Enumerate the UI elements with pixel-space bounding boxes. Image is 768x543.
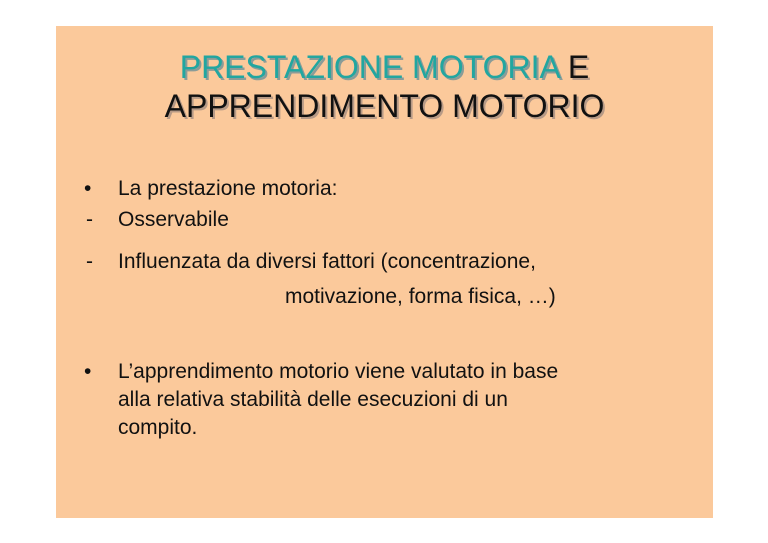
dash-marker: -	[86, 208, 93, 231]
title-highlight: PRESTAZIONE MOTORIA	[179, 49, 560, 85]
bullet-marker: •	[84, 360, 92, 383]
bullet-text-line-3: compito.	[118, 416, 198, 439]
bullet-text-line-1: L’apprendimento motorio viene valutato in base	[118, 360, 559, 383]
sub-item-text: Influenzata da diversi fattori (concentrazione,	[118, 250, 536, 273]
title-connector: E	[567, 49, 590, 85]
sub-item-text: Osservabile	[118, 208, 229, 231]
slide-title-line-1	[56, 48, 713, 86]
bullet-text: La prestazione motoria:	[118, 177, 338, 200]
sub-item-continuation: motivazione, forma fisica, …)	[285, 285, 556, 308]
dash-marker: -	[86, 250, 93, 273]
bullet-marker: •	[84, 177, 92, 200]
slide-title-line-2: APPRENDIMENTO MOTORIO	[164, 88, 605, 124]
bullet-text-line-2: alla relativa stabilità delle esecuzioni di un	[118, 388, 508, 411]
slide	[56, 26, 713, 518]
